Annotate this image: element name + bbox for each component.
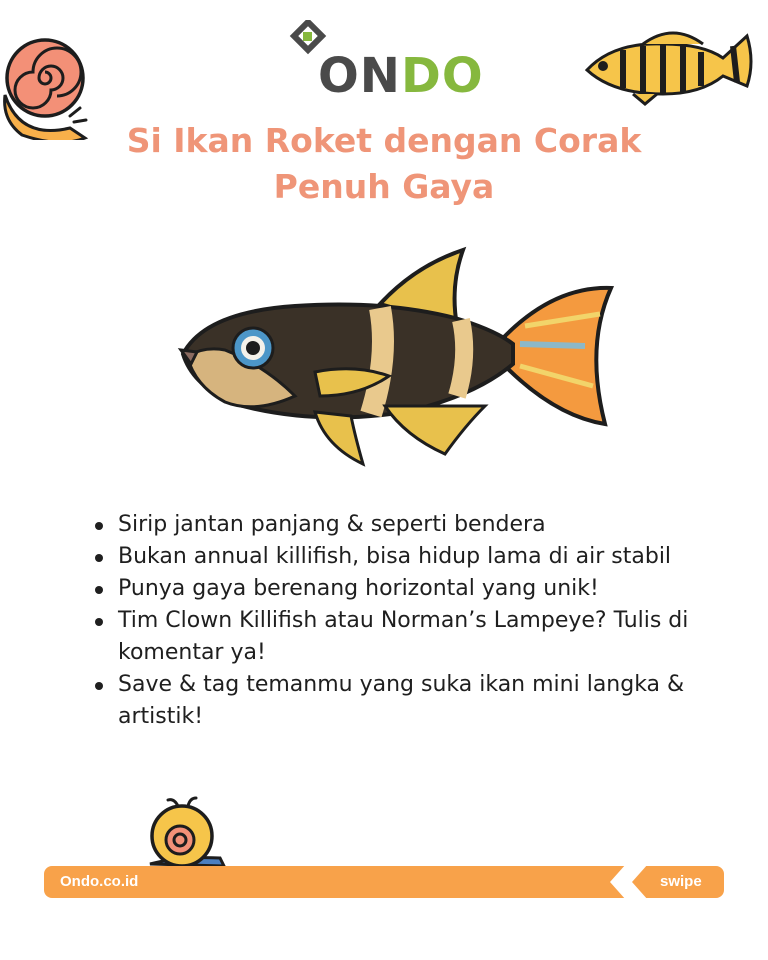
swipe-label[interactable]: swipe bbox=[660, 873, 702, 890]
small-snail-icon bbox=[140, 796, 236, 870]
title-line-2: Penuh Gaya bbox=[273, 167, 495, 206]
list-item: Tim Clown Killifish atau Norman’s Lampeye? Tulis di komentar ya! bbox=[92, 605, 712, 669]
swipe-arrow-icon[interactable] bbox=[608, 864, 648, 900]
brand-name: ONDO bbox=[318, 48, 484, 104]
clown-killifish-illustration bbox=[175, 246, 615, 470]
brand-logo bbox=[288, 20, 488, 104]
list-item: Bukan annual killifish, bisa hidup lama di air stabil bbox=[92, 541, 712, 573]
footer-site-link[interactable]: Ondo.co.id bbox=[60, 873, 139, 890]
title-line-1: Si Ikan Roket dengan Corak bbox=[126, 121, 642, 160]
list-item: Save & tag temanmu yang suka ikan mini langka & artistik! bbox=[92, 669, 712, 733]
striped-fish-icon bbox=[583, 22, 753, 106]
bullet-list bbox=[92, 509, 712, 733]
page-title bbox=[80, 118, 688, 210]
list-item: Sirip jantan panjang & seperti bendera bbox=[92, 509, 712, 541]
list-item: Punya gaya berenang horizontal yang unik! bbox=[92, 573, 712, 605]
